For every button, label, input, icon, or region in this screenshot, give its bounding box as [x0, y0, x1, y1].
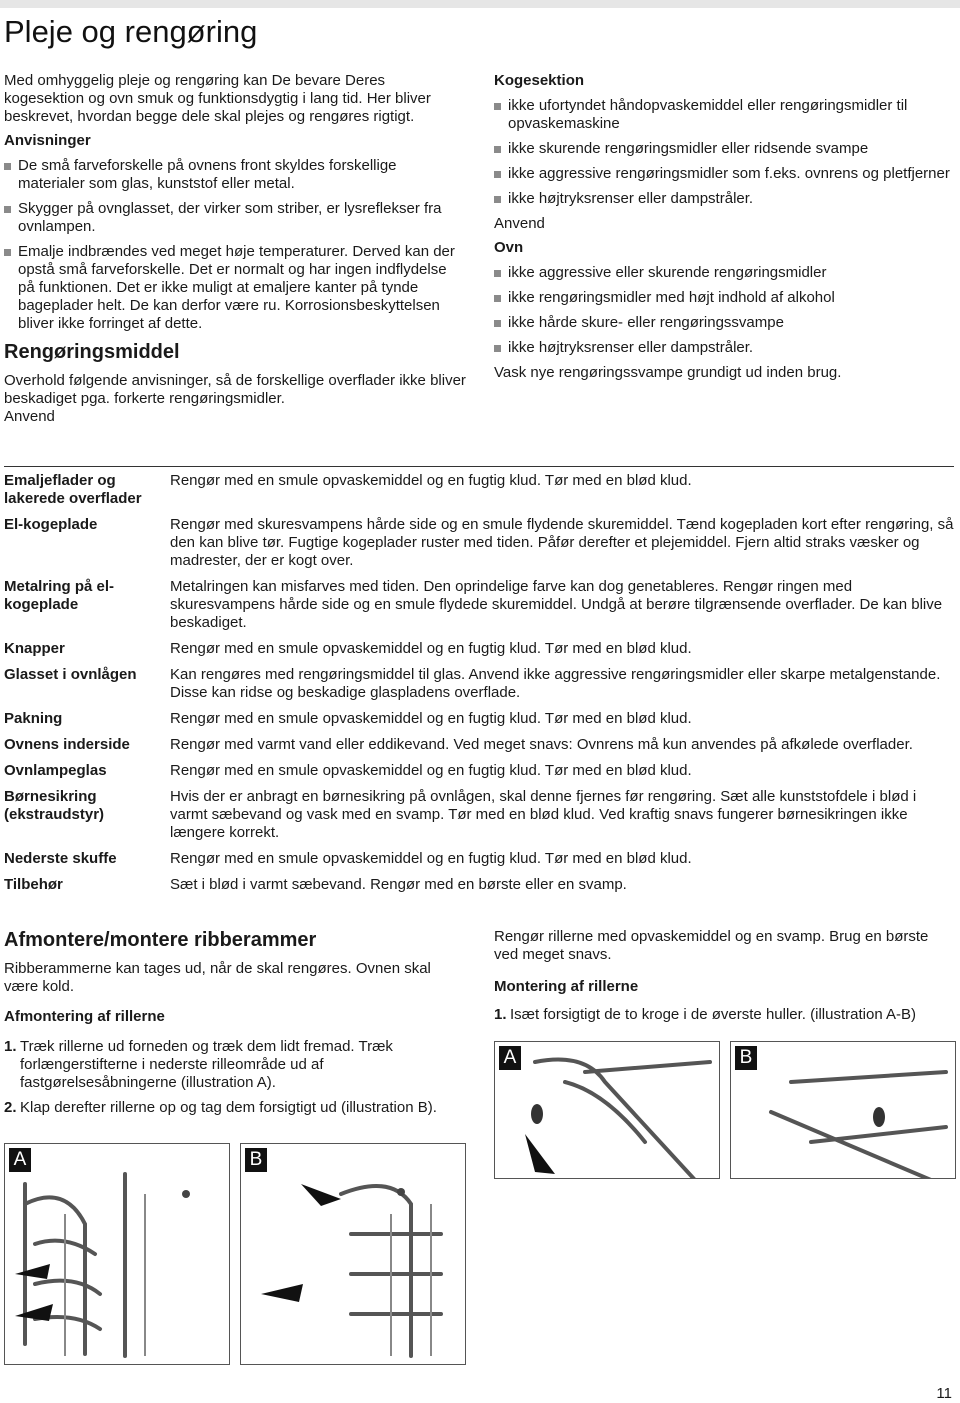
- clean-rails-text: Rengør rillerne med opvaskemiddel og en svamp. Brug en børste ved meget snavs.: [494, 928, 929, 963]
- top-bar: [0, 0, 960, 8]
- arrow-icon: [301, 1184, 341, 1206]
- bullet-square-icon: [494, 196, 501, 203]
- ovn-heading: Ovn: [494, 239, 524, 256]
- page-title: Pleje og rengøring: [4, 14, 258, 49]
- ribber-intro: Ribberammerne kan tages ud, når de skal rengøres. Ovnen skal være kold.: [4, 960, 431, 995]
- figure-label: B: [245, 1148, 267, 1172]
- sponge-note: Vask nye rengøringssvampe grundigt ud inden brug.: [494, 364, 842, 381]
- hook-hole-icon: [397, 1188, 405, 1196]
- bullet-square-icon: [494, 103, 501, 110]
- table-row: Metalring på el-kogeplade Metalringen kan misfarves med tiden. Den oprindelige farve kan dog genetableres. Rengør ringen med skuresvampens hårde side og en smule flydede skuremiddel. Undgå at berøre tilgrænsende overflader. De kan blive beskadiget.: [4, 578, 943, 631]
- list-item: ikke hårde skure- eller rengøringssvampe: [494, 314, 956, 332]
- bullet-square-icon: [4, 163, 11, 170]
- arrow-icon: [15, 1264, 50, 1279]
- table-row: Tilbehør Sæt i blød i varmt sæbevand. Rengør med en børste eller en svamp.: [4, 876, 627, 893]
- list-item: 1. Isæt forsigtigt de to kroge i de øverste huller. (illustration A-B): [494, 1006, 917, 1023]
- kogesektion-heading: Kogesektion: [494, 72, 585, 89]
- illustration-montering-a: [494, 1041, 720, 1179]
- rengoring-text: Overhold følgende anvisninger, så de forskellige overflader ikke bliver beskadiget pga. forkerte rengøringsmidler.: [4, 372, 466, 407]
- illustration-afmontering-b: [240, 1143, 466, 1365]
- hook-hole-icon: [182, 1190, 190, 1198]
- rengoring-heading: Rengøringsmiddel: [4, 341, 180, 363]
- right-column: [494, 72, 956, 388]
- cleaning-table: [4, 466, 954, 897]
- arrow-icon: [261, 1284, 303, 1302]
- shelf-rail-drawing: [495, 1042, 720, 1179]
- shelf-rail-drawing: [241, 1144, 466, 1365]
- table-row: Pakning Rengør med en smule opvaskemiddel og en fugtig klud. Tør med en blød klud.: [4, 710, 692, 727]
- table-row: Nederste skuffe Rengør med en smule opvaskemiddel og en fugtig klud. Tør med en blød klud.: [4, 850, 692, 867]
- list-item: ikke aggressive rengøringsmidler som f.eks. ovnrens og pletfjerner: [494, 165, 956, 183]
- list-item: ikke højtryksrenser eller dampstråler.: [494, 190, 956, 208]
- bullet-square-icon: [4, 249, 11, 256]
- list-item: ikke skurende rengøringsmidler eller ridsende svampe: [494, 140, 956, 158]
- bullet-square-icon: [494, 295, 501, 302]
- anvisninger-heading: Anvisninger: [4, 132, 91, 149]
- bullet-square-icon: [494, 171, 501, 178]
- table-row: Glasset i ovnlågen Kan rengøres med rengøringsmiddel til glas. Anvend ikke aggressive rengøringsmidler eller skarpe metalgenstande. Disse kan ridse og beskadige glaspladens overflade.: [4, 666, 941, 701]
- afmontering-heading: Afmontering af rillerne: [4, 1008, 165, 1025]
- arrow-icon: [15, 1304, 53, 1321]
- bullet-square-icon: [494, 270, 501, 277]
- list-item: 1. Træk rillerne ud forneden og træk dem lidt fremad. Træk forlængerstifterne i nederste rilleområde ud af fastgørelsesåbningerne (illustration A).: [4, 1038, 393, 1091]
- shelf-rail-drawing: [5, 1144, 230, 1365]
- table-row: Emaljeflader og lakerede overflader Rengør med en smule opvaskemiddel og en fugtig klud. Tør med en blød klud.: [4, 472, 692, 507]
- bullet-square-icon: [494, 320, 501, 327]
- list-item: ikke ufortyndet håndopvaskemiddel eller rengøringsmidler til opvaskemaskine: [494, 97, 956, 133]
- kogesektion-list: [494, 97, 956, 208]
- anvend-text: Anvend: [494, 215, 545, 232]
- list-item: ikke aggressive eller skurende rengøringsmidler: [494, 264, 956, 282]
- table-row: El-kogeplade Rengør med skuresvampens hårde side og en smule flydende skuremiddel. Tænd kogepladen kort efter rengøring, så den kan blive tør. Fugtige kogeplader ruster med tiden. Påfør derefter et plejemiddel. Fjern altid straks væsker og madrester, der er kogt over.: [4, 516, 954, 569]
- afmontering-steps: [4, 1038, 466, 1117]
- figure-label: B: [735, 1046, 757, 1070]
- table-row: Børnesikring (ekstraudstyr) Hvis der er anbragt en børnesikring på ovnlågen, skal denne fjernes før rengøring. Sæt alle kunststofdele i blød i varmt sæbevand og vask med en svamp. Tør med en blød klud. Ved kraftig snavs fungerer børnesikringen ikke længere korrekt.: [4, 788, 917, 841]
- list-item: Emalje indbrændes ved meget høje temperaturer. Derved kan der opstå små farveforskelle. Det er normalt og har ingen indflydelse på funktionen. Det er ikke muligt at emaljere kanter på tynde bageplader helt. De kan derfor være ru. Korrosionsbeskyttelsen bliver ikke forringet af dette.: [4, 243, 466, 333]
- illustration-afmontering-a: [4, 1143, 230, 1365]
- figure-label: A: [9, 1148, 31, 1172]
- anvend-text: Anvend: [4, 408, 55, 425]
- ribber-left-section: [4, 928, 466, 1124]
- table-row: Ovnens inderside Rengør med varmt vand eller eddikevand. Ved meget snavs: Ovnrens må kun anvendes på afkølede overflader.: [4, 736, 913, 753]
- arrow-icon: [525, 1134, 555, 1174]
- list-item: 2. Klap derefter rillerne op og tag dem forsigtigt ud (illustration B).: [4, 1099, 437, 1116]
- bullet-square-icon: [4, 206, 11, 213]
- illustration-montering-b: [730, 1041, 956, 1179]
- intro-text: Med omhyggelig pleje og rengøring kan De bevare Deres kogesektion og ovn smuk og funktionsdygtig i lang tid. Her bliver beskrevet, hvordan begge dele skal plejes og rengøres rigtigt.: [4, 72, 431, 125]
- figure-label: A: [499, 1046, 521, 1070]
- page-number: 11: [936, 1385, 952, 1402]
- ribber-heading: Afmontere/montere ribberammer: [4, 929, 317, 951]
- table-row: Knapper Rengør med en smule opvaskemiddel og en fugtig klud. Tør med en blød klud.: [4, 640, 692, 657]
- hook-hole-icon: [531, 1104, 543, 1124]
- list-item: ikke rengøringsmidler med højt indhold af alkohol: [494, 289, 956, 307]
- list-item: ikke højtryksrenser eller dampstråler.: [494, 339, 956, 357]
- ribber-right-section: [494, 928, 956, 1031]
- montering-steps: [494, 1006, 956, 1024]
- shelf-rail-drawing: [731, 1042, 956, 1179]
- list-item: De små farveforskelle på ovnens front skyldes forskellige materialer som glas, kunststof eller metal.: [4, 157, 466, 193]
- bullet-square-icon: [494, 146, 501, 153]
- ovn-list: [494, 264, 956, 357]
- list-item: Skygger på ovnglasset, der virker som striber, er lysreflekser fra ovnlampen.: [4, 200, 466, 236]
- montering-heading: Montering af rillerne: [494, 978, 639, 995]
- bullet-square-icon: [494, 345, 501, 352]
- table-row: Ovnlampeglas Rengør med en smule opvaskemiddel og en fugtig klud. Tør med en blød klud.: [4, 762, 692, 779]
- hook-hole-icon: [873, 1107, 885, 1127]
- left-column: [4, 72, 466, 432]
- anvisninger-list: [4, 157, 466, 333]
